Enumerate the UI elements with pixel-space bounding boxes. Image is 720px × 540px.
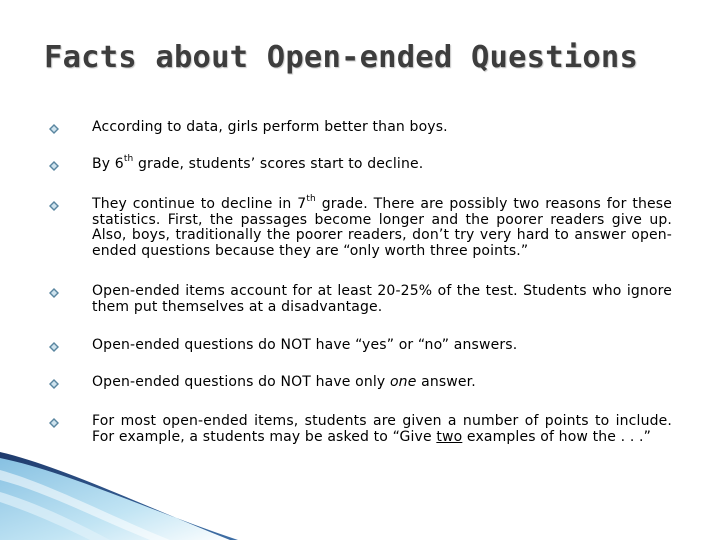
diamond-bullet-icon [49, 288, 59, 298]
bullet-text: According to data, girls perform better than boys. [92, 119, 448, 135]
bullet-item [49, 154, 672, 173]
bullet-item [49, 194, 672, 259]
bullet-item [49, 284, 672, 315]
bullet-text: For most open-ended items, students are given a number of points to include. For example, a students may be asked to “Give two examples of how the . . .” [92, 413, 672, 445]
bullet-text: By 6th grade, students’ scores start to decline. [92, 154, 424, 172]
bullet-item [49, 338, 672, 354]
bullet-text: They continue to decline in 7th grade. There are possibly two reasons for these statistics. First, the passages become longer and the poorer readers give up. Also, boys, traditionally the poorer readers, don’t try very hard to answer open-ended questions because they are “only worth three points.” [92, 194, 672, 259]
diamond-bullet-icon [49, 342, 59, 352]
diamond-bullet-icon [49, 201, 59, 211]
bullet-text: Open-ended questions do NOT have “yes” or “no” answers. [92, 337, 518, 353]
bullet-item [49, 375, 672, 391]
diamond-bullet-icon [49, 379, 59, 389]
bullet-item [49, 120, 672, 136]
bullet-item [49, 414, 672, 445]
bullet-text: Open-ended items account for at least 20-25% of the test. Students who ignore them put themselves at a disadvantage. [92, 283, 672, 315]
slide-title: Facts about Open-ended Questions [44, 40, 639, 75]
bullet-text: Open-ended questions do NOT have only one answer. [92, 374, 476, 390]
diamond-bullet-icon [49, 161, 59, 171]
diamond-bullet-icon [49, 124, 59, 134]
diamond-bullet-icon [49, 418, 59, 428]
